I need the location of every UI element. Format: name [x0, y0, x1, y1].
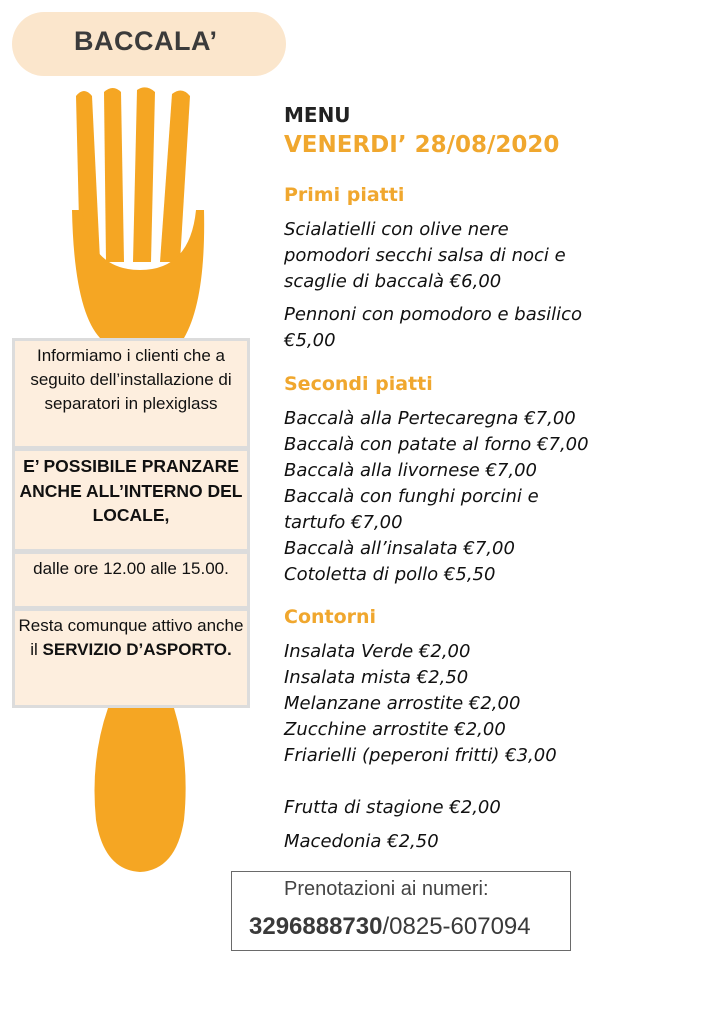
- menu-item: scaglie di baccalà €6,00: [284, 271, 502, 292]
- notice-takeaway-text: [15, 611, 247, 662]
- contact-box: [231, 871, 571, 951]
- menu-item: Friarielli (peperoni fritti) €3,00: [284, 745, 557, 766]
- fork-tine-2: [104, 88, 124, 262]
- notice-hours-text: dalle ore 12.00 alle 15.00.: [33, 559, 229, 578]
- notice-takeaway-bold: SERVIZIO D’ASPORTO.: [42, 640, 232, 659]
- menu-item: Baccalà alla Pertecaregna €7,00: [284, 408, 576, 429]
- menu-item: Cotoletta di pollo €5,50: [284, 564, 496, 585]
- menu-item: €5,00: [284, 330, 336, 351]
- menu-item: Zucchine arrostite €2,00: [284, 719, 506, 740]
- menu-item: pomodori secchi salsa di noci e: [284, 245, 566, 266]
- menu-item: Macedonia €2,50: [284, 831, 439, 852]
- menu-item: Insalata mista €2,50: [284, 667, 469, 688]
- menu-item: Baccalà alla livornese €7,00: [284, 460, 537, 481]
- phone-mobile[interactable]: 3296888730: [249, 913, 383, 940]
- phone-separator: /: [382, 913, 390, 940]
- menu-date: VENERDI’ 28/08/2020: [284, 132, 560, 158]
- restaurant-title: BACCALA’: [74, 26, 218, 56]
- notice-block-takeaway: [15, 611, 247, 705]
- menu-item: Baccalà con funghi porcini e: [284, 486, 539, 507]
- notice-info-text: Informiamo i clienti che a seguito dell’installazione di separatori in plexiglass: [30, 346, 232, 413]
- menu-item: Insalata Verde €2,00: [284, 641, 471, 662]
- menu-item: tartufo €7,00: [284, 512, 403, 533]
- menu-item: Pennoni con pomodoro e basilico: [284, 304, 583, 325]
- notice-block-hours: [15, 554, 247, 606]
- notice-takeaway-prefix: Resta comunque attivo anche il: [18, 616, 244, 659]
- menu-item: Frutta di stagione €2,00: [284, 797, 501, 818]
- menu-item: Baccalà all’insalata €7,00: [284, 538, 515, 559]
- menu-item: Melanzane arrostite €2,00: [284, 693, 521, 714]
- contact-label: Prenotazioni ai numeri:: [284, 878, 489, 900]
- notice-box: [12, 338, 250, 708]
- notice-block-info: [15, 341, 247, 446]
- fork-tine-3: [133, 87, 155, 262]
- phone-landline[interactable]: 0825-607094: [389, 913, 531, 940]
- menu-item: Baccalà con patate al forno €7,00: [284, 434, 589, 455]
- contact-numbers: [249, 913, 531, 941]
- section-primi: Primi piatti: [284, 184, 405, 206]
- notice-block-possible: [15, 451, 247, 549]
- fork-handle: [95, 708, 186, 872]
- section-secondi: Secondi piatti: [284, 373, 433, 395]
- fork-tine-4: [160, 90, 190, 262]
- menu-item: Scialatielli con olive nere: [284, 219, 509, 240]
- notice-possible-text: E’ POSSIBILE PRANZARE ANCHE ALL’INTERNO DEL LOCALE,: [19, 456, 243, 525]
- menu-label: MENU: [284, 103, 351, 127]
- section-contorni: Contorni: [284, 606, 377, 628]
